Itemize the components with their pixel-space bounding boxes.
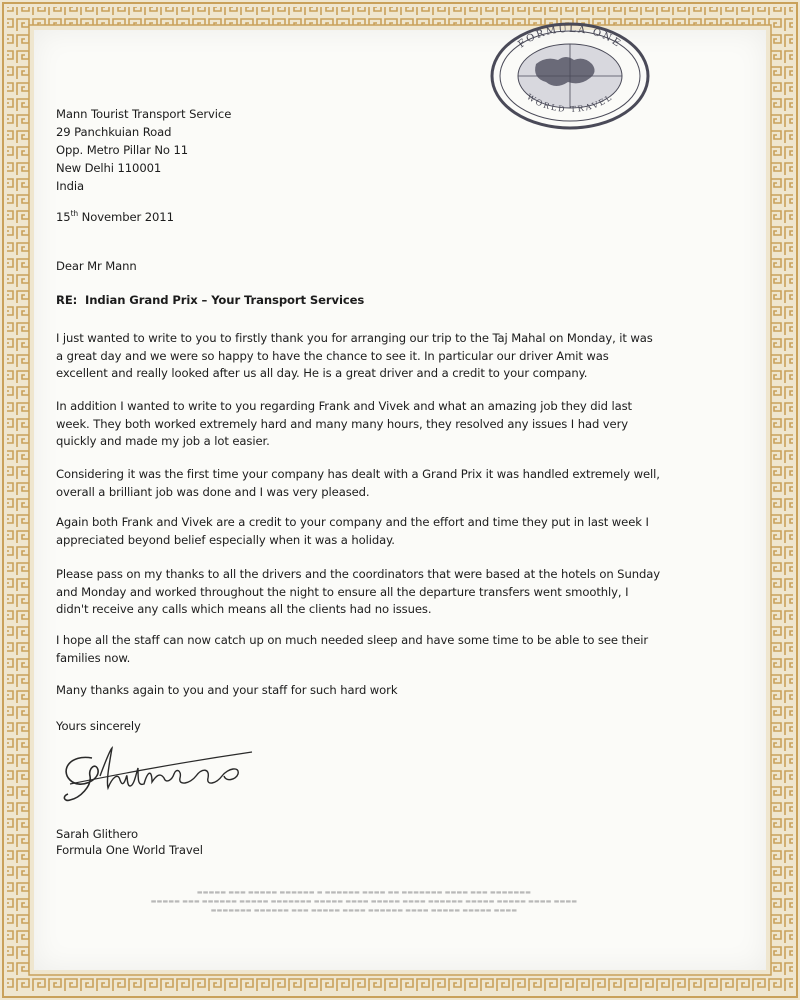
- formula-one-stamp: [478, 12, 662, 132]
- address-line: New Delhi 110001: [56, 161, 162, 175]
- svg-text:FORMULA ONE: FORMULA ONE: [516, 23, 624, 51]
- body-paragraph: Many thanks again to you and your staff for such hard work: [56, 683, 398, 697]
- date-suffix: th: [70, 209, 79, 218]
- address-line: Mann Tourist Transport Service: [56, 107, 232, 121]
- signatory-name: Sarah Glithero: [56, 827, 139, 841]
- signatory-organization: Formula One World Travel: [56, 843, 203, 857]
- recipient-address: [56, 106, 231, 196]
- body-paragraph: I just wanted to write to you to firstly thank you for arranging our trip to the Taj Mahal on Monday, it was a great day and we were so happy to have the chance to see it. In particular our driver Amit was excellent and really looked after us all day. He is a great driver and a credit to your company.: [56, 331, 653, 380]
- handwritten-signature: [40, 740, 300, 820]
- body-paragraph: In addition I wanted to write to you regarding Frank and Vivek and what an amazing job they did last week. They both worked extremely hard and many many hours, they resolved any issues I had very quickly and made my job a lot easier.: [56, 399, 632, 448]
- body-paragraph: Again both Frank and Vivek are a credit to your company and the effort and time they put in last week I appreciated beyond belief especially when it was a holiday.: [56, 515, 649, 547]
- body-paragraph: Please pass on my thanks to all the drivers and the coordinators that were based at the hotels on Sunday and Monday and worked throughout the night to ensure all the departure transfers went smoothly, I didn't receive any calls which means all the clients had no issues.: [56, 567, 660, 616]
- closing: Yours sincerely: [56, 719, 141, 733]
- date-day: 15: [56, 210, 71, 224]
- address-line: Opp. Metro Pillar No 11: [56, 143, 189, 157]
- salutation: Dear Mr Mann: [56, 259, 137, 273]
- body-paragraph: I hope all the staff can now catch up on much needed sleep and have some time to be able to see their families now.: [56, 633, 649, 665]
- subject-line: RE: Indian Grand Prix – Your Transport Services: [56, 293, 365, 307]
- address-line: India: [56, 179, 84, 193]
- letterhead-footer-faint: ▬▬▬▬▬ ▬▬▬ ▬▬▬▬▬ ▬▬▬▬▬▬ ▬ ▬▬▬▬▬▬ ▬▬▬▬ ▬▬ ▬▬▬▬▬▬▬ ▬▬▬▬ ▬▬▬ ▬▬▬▬▬▬▬ ▬▬▬▬▬ ▬▬▬ ▬▬▬▬▬▬ ▬▬▬▬▬ ▬▬▬▬▬▬▬ ▬▬▬▬▬ ▬▬▬▬ ▬▬▬▬▬ ▬▬▬▬ ▬▬▬▬▬▬ ▬▬▬▬▬ ▬▬▬▬▬ ▬▬▬▬ ▬▬▬▬ ▬▬▬▬▬▬▬ ▬▬▬▬▬▬ ▬▬▬ ▬▬▬▬▬ ▬▬▬▬ ▬▬▬▬▬▬ ▬▬▬▬ ▬▬▬▬▬ ▬▬▬▬▬ ▬▬▬▬: [150, 889, 578, 914]
- address-line: 29 Panchkuian Road: [56, 125, 172, 139]
- svg-text:WORLD TRAVEL: WORLD TRAVEL: [525, 92, 615, 115]
- letter-date: [56, 209, 174, 227]
- body-paragraph: Considering it was the first time your company has dealt with a Grand Prix it was handled extremely well, overall a brilliant job was done and I was very pleased.: [56, 467, 660, 499]
- date-rest: November 2011: [78, 210, 174, 224]
